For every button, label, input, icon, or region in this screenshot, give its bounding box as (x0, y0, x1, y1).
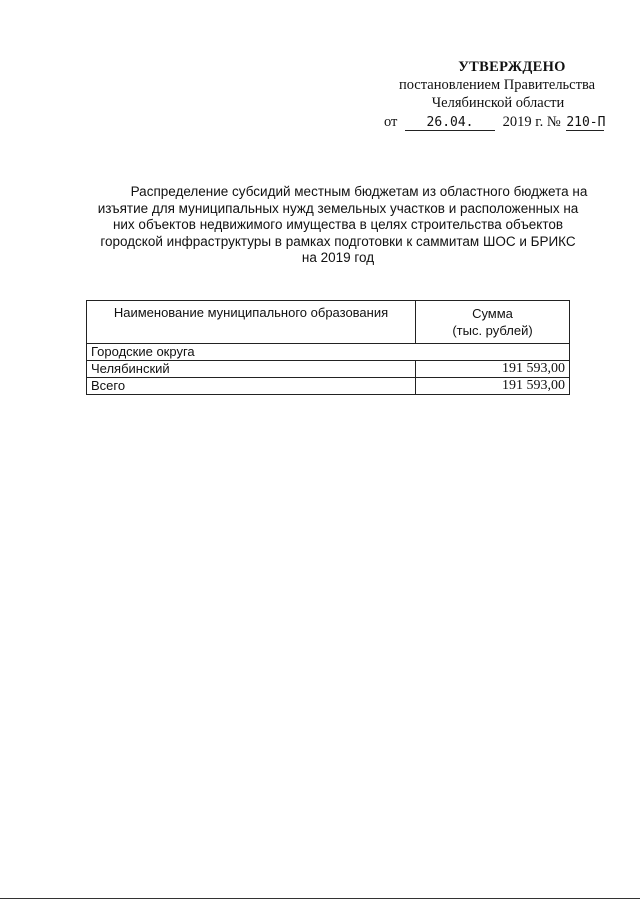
group-label: Городские округа (87, 344, 570, 361)
column-header-sum-line-1: Сумма (472, 306, 513, 321)
year-label: 2019 г. № (502, 114, 561, 130)
from-label: от (384, 114, 398, 130)
resolution-number-field: 210-П (566, 115, 606, 130)
page-bottom-rule (0, 898, 640, 899)
heading-line-2: изъятие для муниципальных нужд земельных участков и расположенных на (97, 200, 579, 216)
approval-date-line (384, 113, 612, 131)
column-header-sum (416, 301, 570, 344)
heading-line-1: Распределение субсидий местным бюджетам из областного бюджета на (130, 184, 588, 199)
column-header-name: Наименование муниципального образования (87, 301, 416, 344)
document-heading (78, 184, 598, 267)
subsidy-table (86, 300, 570, 395)
municipality-name: Челябинский (87, 361, 416, 378)
total-label: Всего (87, 378, 416, 395)
heading-line-3: них объектов недвижимого имущества в целях строительства объектов (112, 217, 564, 232)
municipality-sum: 191 593,00 (416, 361, 570, 378)
approval-stamp: УТВЕРЖДЕНО (458, 59, 566, 75)
table-total-row (87, 378, 570, 395)
table-group-row (87, 344, 570, 361)
approval-line-region: Челябинской области (431, 95, 565, 111)
table-header-row (87, 301, 570, 344)
total-sum: 191 593,00 (416, 378, 570, 395)
heading-line-5: на 2019 год (301, 250, 375, 265)
column-header-sum-line-2: (тыс. рублей) (452, 323, 533, 338)
heading-line-4: городской инфраструктуры в рамках подготовки к саммитам ШОС и БРИКС (100, 233, 576, 249)
approval-block (372, 58, 612, 131)
table-row (87, 361, 570, 378)
date-field: 26.04. (405, 116, 495, 131)
approval-line-resolution: постановлением Правительства (398, 77, 596, 93)
